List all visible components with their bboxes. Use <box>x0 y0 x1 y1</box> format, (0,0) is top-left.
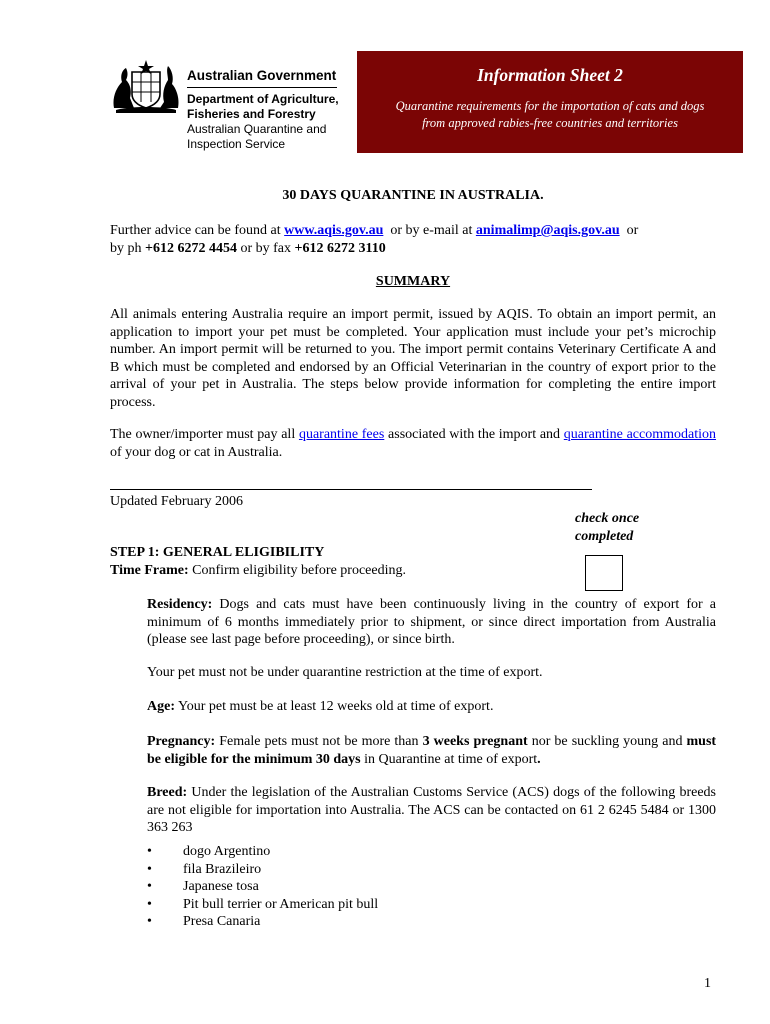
service-line-2: Inspection Service <box>187 137 286 151</box>
updated-date: Updated February 2006 <box>110 494 243 509</box>
breed-label: Breed: <box>147 785 188 800</box>
residency-paragraph <box>147 596 716 649</box>
time-frame <box>110 562 406 580</box>
banner-title: Information Sheet 2 <box>477 65 623 85</box>
dept-line-1: Department of Agriculture, <box>187 92 339 106</box>
service-line-1: Australian Quarantine and <box>187 122 327 136</box>
website-link[interactable]: www.aqis.gov.au <box>284 223 384 238</box>
age-text: Your pet must be at least 12 weeks old at time of export. <box>177 699 494 714</box>
list-item: • Japanese tosa <box>147 878 547 896</box>
breed-text: Under the legislation of the Australian Customs Service (ACS) dogs of the following breeds are not eligible for importation into Australia. The ACS can be contacted on 61 2 6245 5484 or 1300 363 263 <box>147 785 716 835</box>
quarantine-accommodation-link[interactable]: quarantine accommodation <box>563 427 717 442</box>
page-heading: 30 DAYS QUARANTINE IN AUSTRALIA. <box>282 188 544 203</box>
email-link[interactable]: animalimp@aqis.gov.au <box>475 223 620 238</box>
pregnancy-paragraph <box>147 733 716 768</box>
check-label <box>575 510 639 545</box>
contact-line-1: Further advice can be found at www.aqis.gov.au or by e-mail at animalimp@aqis.gov.au or <box>110 223 639 238</box>
fax-number: +612 6272 3110 <box>294 240 386 256</box>
owner-suffix: of your dog or cat in Australia. <box>110 444 283 460</box>
coat-of-arms-logo <box>108 58 184 114</box>
owner-prefix: The owner/importer must pay all <box>110 427 296 442</box>
banner-subtitle <box>357 98 743 132</box>
government-title: Australian Government <box>187 68 337 83</box>
advice-prefix: Further advice can be found at <box>110 223 281 238</box>
age-paragraph <box>147 698 493 716</box>
page-number: 1 <box>704 976 711 991</box>
summary-title: SUMMARY <box>375 274 451 289</box>
pregnancy-text-2: nor be suckling young and <box>531 734 683 749</box>
owner-mid: associated with the import and <box>388 427 561 442</box>
fax-prefix: or by fax <box>240 240 292 256</box>
list-item: • dogo Argentino <box>147 843 547 861</box>
restricted-breeds-list <box>147 843 547 931</box>
department-block <box>187 92 339 152</box>
dept-line-2: Fisheries and Forestry <box>187 107 316 121</box>
list-item: • Pit bull terrier or American pit bull <box>147 896 547 914</box>
list-item: • Presa Canaria <box>147 913 547 931</box>
pregnancy-text-3: in Quarantine at time of export <box>364 751 538 767</box>
header-divider <box>187 87 337 88</box>
check-label-line-2: completed <box>575 528 634 544</box>
pregnancy-text-1: Female pets must not be more than <box>219 734 419 749</box>
pregnancy-bold-2: must be eligible for the minimum 30 days <box>147 734 717 767</box>
breed-paragraph <box>147 784 716 837</box>
email-prefix: or by e-mail at <box>390 223 473 238</box>
summary-paragraph: All animals entering Australia require an import permit, issued by AQIS. To obtain an import permit, an application to import your pet must be completed. Your application must include your pet’s microchip number. An import permit will be returned to you. The import permit contains Veterinary Certificate A and B which must be completed and endorsed by an Official Veterinarian in the country of export prior to the arrival of your pet in Australia. The steps below provide information for completing the entire import process. <box>110 307 716 410</box>
pregnancy-label: Pregnancy: <box>147 734 216 749</box>
section-divider <box>110 489 592 490</box>
age-label: Age: <box>147 699 175 714</box>
fees-paragraph <box>110 426 716 461</box>
timeframe-label: Time Frame: <box>110 563 189 578</box>
check-label-line-1: check once <box>575 511 640 526</box>
contact-paragraph <box>110 222 716 257</box>
residency-label: Residency: <box>147 597 213 612</box>
phone-number: +612 6272 4454 <box>145 240 237 256</box>
list-item: • fila Brazileiro <box>147 861 547 879</box>
pregnancy-bold-1: 3 weeks pregnant <box>422 734 528 749</box>
step1-title: STEP 1: GENERAL ELIGIBILITY <box>110 545 325 560</box>
banner-subtitle-line-1: Quarantine requirements for the importation of cats and dogs <box>395 99 705 113</box>
info-sheet-banner <box>357 51 743 153</box>
quarantine-fees-link[interactable]: quarantine fees <box>298 427 385 442</box>
step1-checkbox[interactable] <box>585 555 623 591</box>
restriction-paragraph: Your pet must not be under quarantine restriction at the time of export. <box>147 665 543 680</box>
pregnancy-end: . <box>537 751 541 767</box>
timeframe-text: Confirm eligibility before proceeding. <box>192 563 406 578</box>
contact-line-2: by ph +612 6272 4454 or by fax +612 6272 3110 <box>110 240 386 256</box>
residency-text: Dogs and cats must have been continuously living in the country of export for a minimum of 6 months immediately prior to shipment, or since direct importation from Australia (please see last page before proceeding), or since birth. <box>147 597 716 647</box>
banner-subtitle-line-2: from approved rabies-free countries and territories <box>422 116 678 130</box>
